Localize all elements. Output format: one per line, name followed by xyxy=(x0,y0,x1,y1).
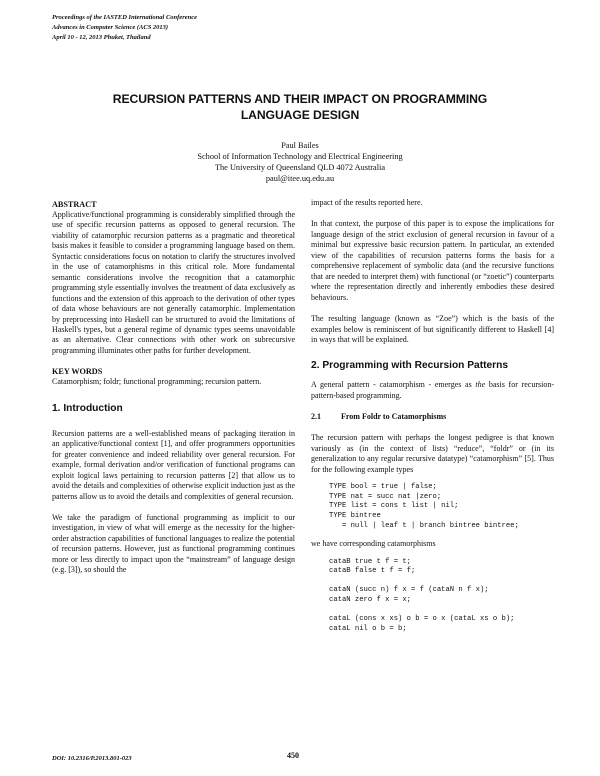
code-line: cataL (cons x xs) o b = o x (cataL xs o b); xyxy=(329,615,515,624)
right-column xyxy=(311,198,554,634)
conference-name: Proceedings of the IASTED International Conference xyxy=(52,14,197,21)
paper-title xyxy=(60,91,540,123)
code-line: TYPE nat = succ nat |zero; xyxy=(329,492,442,501)
type-definitions-code xyxy=(311,483,554,531)
doi: DOI: 10.2316/P.2013.801-023 xyxy=(52,755,132,762)
section-1-heading: 1. Introduction xyxy=(52,402,123,414)
conference-track: Advances in Computer Science (ACS 2013) xyxy=(52,24,169,31)
code-line: TYPE bool = true | false; xyxy=(329,483,437,492)
code-line: TYPE list = cons t list | nil; xyxy=(329,502,459,511)
section-2-heading: 2. Programming with Recursion Patterns xyxy=(311,360,508,372)
keywords-text: Catamorphism; foldr; functional programming; recursion pattern. xyxy=(52,377,262,387)
code-line: cataB false t f = f; xyxy=(329,567,416,576)
code-line xyxy=(329,606,554,616)
context-paragraph: In that context, the purpose of this paper is to expose the implications for language design of the strict exclusion of general recursion in favour of a minimal but expressive basic recursion pattern. In particular, an extended view of the capabilities of recursion patterns forms the basis for a comprehensive replacement of symbolic data (and the recursive functions that are needed to interpret them) with functional (or “zoetic”) counterparts where the representation directly and inherently embodies these desired behaviours. xyxy=(311,219,554,302)
code-line: cataL nil o b = b; xyxy=(329,624,407,633)
catamorphism-code xyxy=(311,558,554,635)
title-line-1: RECURSION PATTERNS AND THEIR IMPACT ON PROGRAMMING xyxy=(112,92,488,106)
code-line: cataN (succ n) f x = f (cataN n f x); xyxy=(329,586,489,595)
conference-header xyxy=(52,13,452,43)
foldr-paragraph: The recursion pattern with perhaps the longest pedigree is that known variously as (in the context of lists) “reduce”, “foldr” or (in its generalization to any regular recursive datatype) “catamorphism” [5]. Thus for the following example types xyxy=(311,433,554,474)
catamorphisms-intro: we have corresponding catamorphisms xyxy=(311,539,436,549)
intro-paragraph-2: We take the paradigm of functional programming as implicit to our investigation, in view of what will emerge as the necessity for the higher-order abstraction capabilities of functional languages to realize the potential of recursion patterns. However, just as functional programming continues more or less directly to impact upon the “mainstream” of language design (e.g. [3]), so should the xyxy=(52,512,295,575)
author-university: The University of Queensland QLD 4072 Australia xyxy=(214,163,386,172)
subsection-2-1-heading: 2.1 From Foldr to Catamorphisms xyxy=(311,412,447,422)
abstract-heading: ABSTRACT xyxy=(52,200,97,209)
abstract-text: Applicative/functional programming is considerably simplified through the use of specific recursion patterns as opposed to general recursion. The viability of catamorphic recursion patterns as a pragmatic and theoretical basis makes it feasible to consider a programming language based on them. Syntactic considerations focus on notation to clarify the structures involved in the use of catamorphisms in this critical role. More fundamental semantic considerations involve the recognition that a catamorphic programming style essentially involves the treatment of data exclusively as functions and the extension of this approach to the derivation of other types of data whose behaviours are not generally catamorphic. Implementation by preprocessing into Haskell can be structured to avoid the limitations of Haskell's types, but a general regime of dynamic types seems unavoidable as an alternative. Clear connections with other work on subrecursive programming illuminates other paths for further development. xyxy=(52,210,295,355)
author-name: Paul Bailes xyxy=(281,141,319,150)
carryover-text: impact of the results reported here. xyxy=(311,198,423,207)
conference-dates: April 10 - 12, 2013 Phuket, Thailand xyxy=(52,34,151,41)
author-email: paul@itee.uq.edu.au xyxy=(265,174,335,183)
code-line: TYPE bintree xyxy=(329,511,381,520)
title-line-2: LANGUAGE DESIGN xyxy=(240,108,360,122)
page-number: 450 xyxy=(287,751,299,760)
keywords-heading: KEY WORDS xyxy=(52,367,103,377)
code-line: cataN zero f x = x; xyxy=(329,595,411,604)
code-line: cataB true t f = t; xyxy=(329,557,411,566)
code-line: = null | leaf t | branch bintree bintree; xyxy=(329,521,519,530)
catamorphism-paragraph: A general pattern - catamorphism - emerges as the basis for recursion-pattern-based programming. xyxy=(311,380,555,400)
left-column xyxy=(52,200,295,576)
zoe-paragraph: The resulting language (known as “Zoe”) which is the basis of the examples below is reminiscent of but significantly different to Haskell [4] in ways that will be explained. xyxy=(311,314,554,344)
author-affiliation: School of Information Technology and Electrical Engineering xyxy=(197,152,403,161)
author-block xyxy=(100,140,500,184)
intro-paragraph-1: Recursion patterns are a well-established means of packaging iteration in an applicative/functional context [1], and offer programmers opportunities for greater convenience and indeed reliability over general recursion. For example, formal derivation and/or verification of functional programs can exploit logical laws pertaining to recursion patterns [2] that allow us to avoid the details and complexities of otherwise explicit induction just as the patterns allow us to avoid the details and complexities of general recursion. xyxy=(52,428,295,501)
code-line xyxy=(329,577,554,587)
